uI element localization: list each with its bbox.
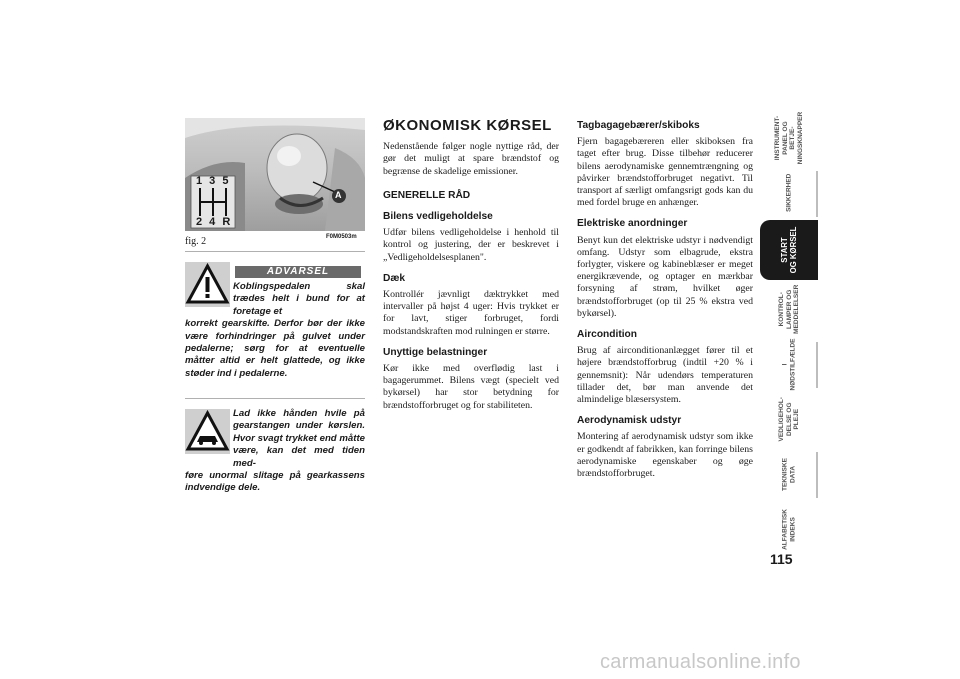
warning-text: føre unormal slitage på gearkassens indvendige dele. [185,470,365,494]
tab-start-driving[interactable]: START OG KØRSEL [760,220,818,280]
divider [185,251,365,252]
paragraph-aircon: Brug af airconditionanlægget fører til et højere brændstofforbrug (indtil +20 % i gennemsnit): Når udendørs temperaturen tillader det, bør man anvende det almindelige blæsersystem. [577,345,753,406]
heading-roof-rack: Tagbagagebærer/skiboks [577,120,700,131]
warning-title: ADVARSEL [235,266,361,278]
watermark: carmanualsonline.info [600,651,801,673]
page-title: ØKONOMISK KØRSEL [383,117,552,134]
marker-a-label: A [335,190,342,200]
tab-safety[interactable]: SIKKERHED [785,173,793,213]
heading-electrical: Elektriske anordninger [577,218,688,230]
warning-text-indent: Koblingspedalen skal trædes helt i bund for at foretage et [233,281,365,317]
figure-caption: fig. 2 [185,236,207,247]
paragraph-electrical: Benyt kun det elektriske udstyr i nødvendigt omfang. Udstyr som elbagrude, ekstra forlygter, viskere og kabineblæser er meget energikrævende, og optager en mærkbar forsyning af strøm, hvilket øger brændstofforbruget (op til 25 % ekstra ved bykørsel). [577,234,753,319]
paragraph-roof-rack: Fjern bagagebæreren eller skiboksen fra taget efter brug. Disse tilbehør reducerer bilens aerodynamiske gennemtrængning og påvirker brændstofforbruget negativt. Til transport af særligt omfangsrigt gods kan du med fordel bruge en anhænger. [577,136,753,209]
warning-text-indent: Lad ikke hånden hvile på gearstangen under kørslen. Hvor svagt trykket end måtte være, kan det med tiden med- [233,408,365,469]
tab-warning-lights[interactable]: KONTROL- LAMPER OG MEDDELELSER [777,284,800,334]
gear-knob-figure [185,118,365,231]
warning-box-advarsel [185,262,365,380]
divider [185,398,365,399]
tab-instrument-panel[interactable]: INSTRUMENT- PANEL OG BETJE- NINGSKNAPPER [774,111,804,165]
section-heading: GENERELLE RÅD [383,189,471,201]
heading-aircon: Aircondition [577,329,637,341]
tab-emergency[interactable]: I NØDSTILFÆLDE [781,338,796,390]
heading-loads: Unyttige belastninger [383,346,488,358]
warning-box-gearstick [185,406,365,495]
warning-triangle-icon [185,262,230,307]
warning-text: korrekt gearskifte. Derfor bør der ikke være forhindringer på gulvet under pedalerne; sørg for at eventuelle måtter altid er helt glattede, og ikke støder ind i pedalerne. [185,318,365,379]
shift-bottom-label: 2 4 R [196,216,233,228]
page-number: 115 [770,551,793,567]
tab-index[interactable]: ALFABETISK INDEKS [781,508,796,550]
paragraph-maintenance: Udfør bilens vedligeholdelse i henhold til kontrol og justering, der er beskrevet i „Vedligeholdelsesplanen". [383,227,559,263]
paragraph-tires: Kontrollér jævnligt dæktrykket med intervaller på højst 4 uger: Hvis trykket er for lavt, stiger forbruget, fordi modstandskraften mod rulningen er større. [383,289,559,337]
tab-maintenance[interactable]: VEDLIGEHOL- DELSE OG PLEJE [777,396,800,442]
figure-code: F0M0503m [326,234,357,240]
tab-technical-data[interactable]: TEKNISKE DATA [781,457,796,491]
car-warning-icon [185,409,230,454]
column-right [577,120,753,480]
heading-maintenance: Bilens vedligeholdelse [383,211,493,223]
heading-aero: Aerodynamisk udstyr [577,415,682,427]
column-middle [383,117,559,412]
shift-top-label: 1 3 5 [196,175,231,187]
paragraph-aero: Montering af aerodynamisk udstyr som ikke er godkendt af fabrikken, kan forringe bilens aerodynamiske egenskaber og øge brændstofforbruget. [577,431,753,480]
paragraph-loads: Kør ikke med overflødig last i bagagerummet. Bilens vægt (specielt ved bykørsel) har stor betydning for brændstofforbruget og for stabiliteten. [383,363,559,411]
intro-text: Nedenstående følger nogle nyttige råd, der gør det muligt at spare brændstof og begrænse de skadelige emissioner. [383,141,559,177]
heading-tires: Dæk [383,272,406,284]
